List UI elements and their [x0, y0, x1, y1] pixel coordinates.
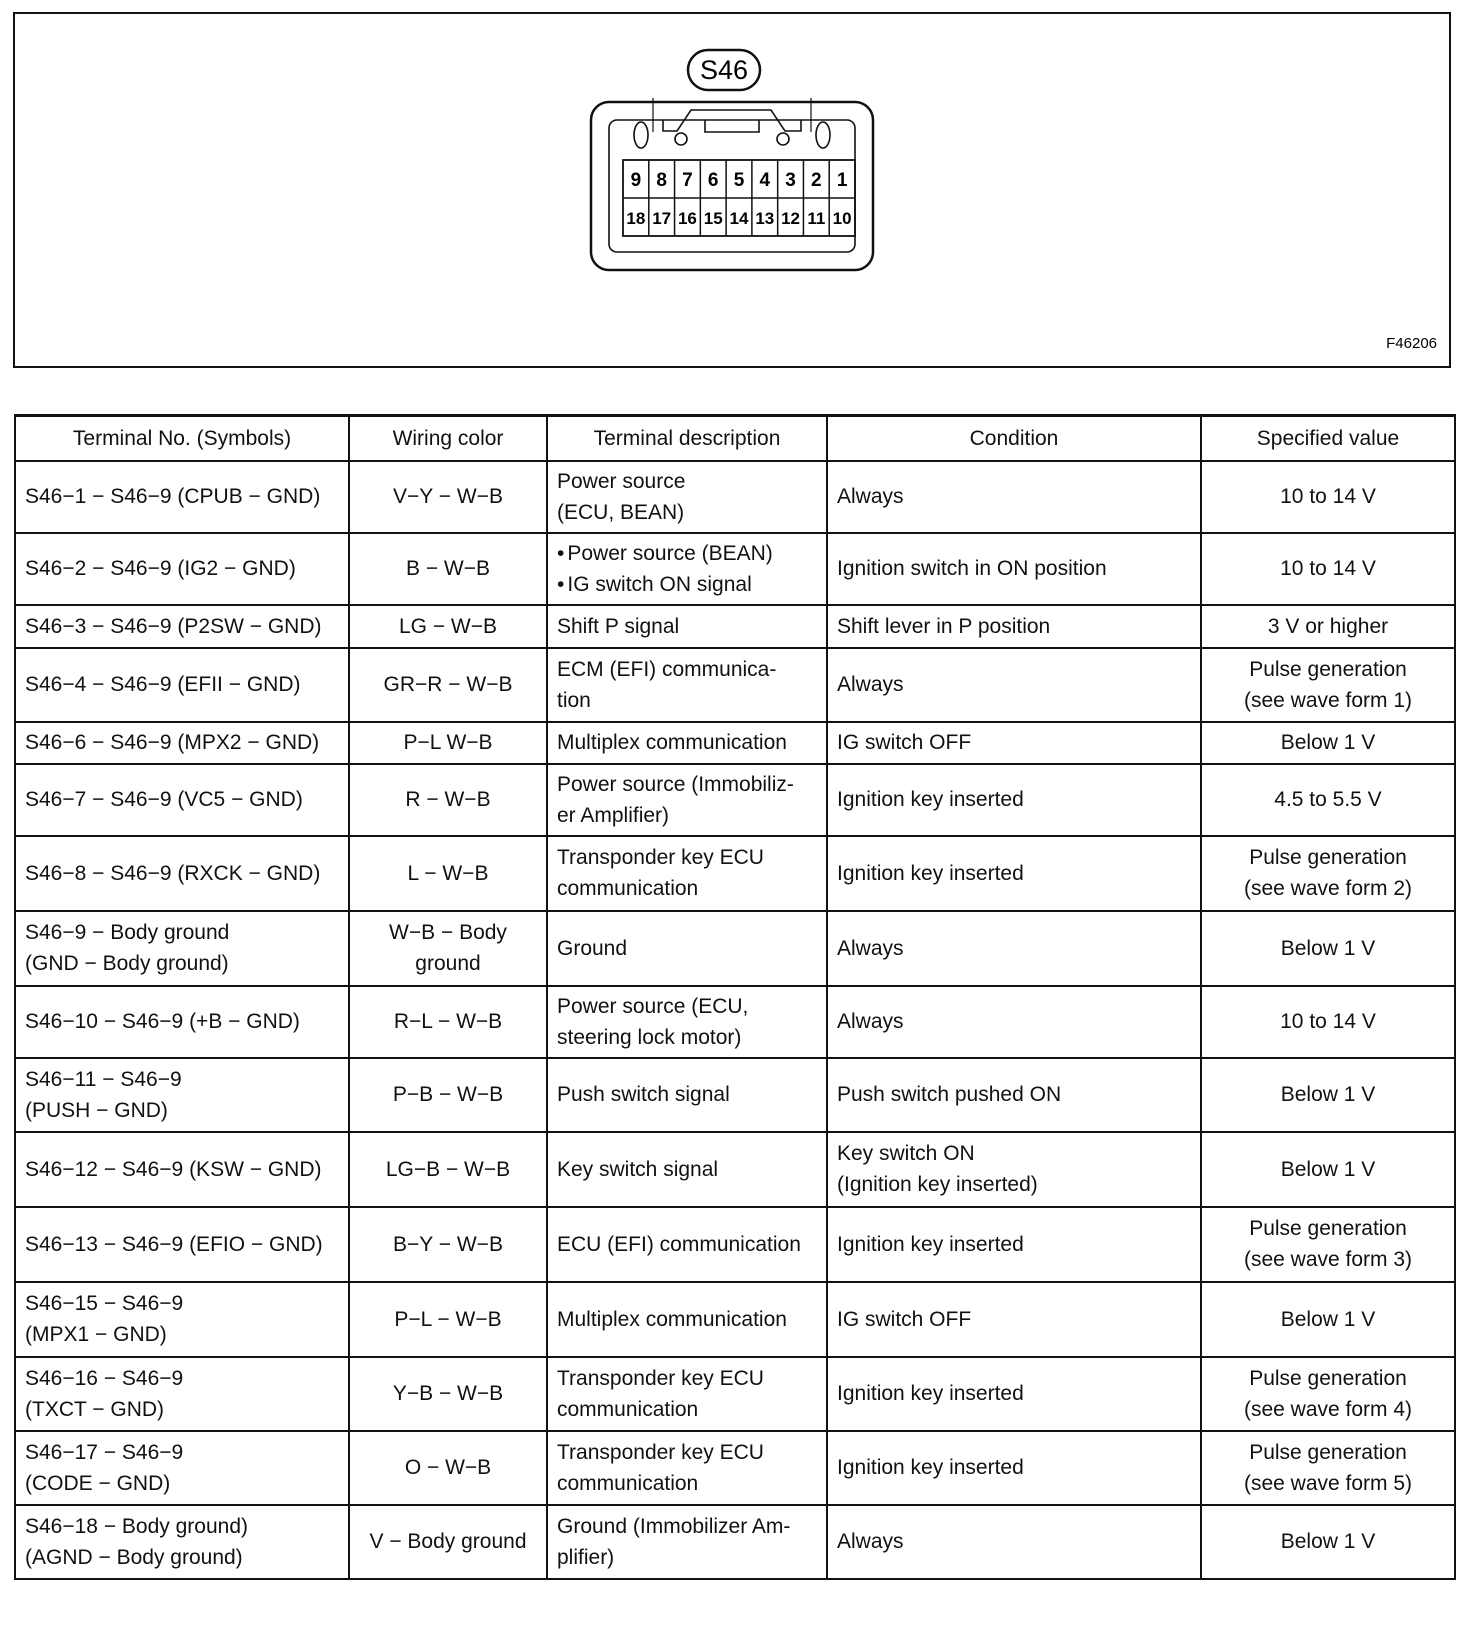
description-cell	[547, 1207, 827, 1282]
description-cell	[547, 986, 827, 1058]
description-line: Transponder key ECU	[557, 1440, 764, 1464]
specified-value-line: Pulse generation	[1249, 1217, 1407, 1240]
terminal-line: (GND − Body ground)	[25, 952, 229, 975]
wiring-color-cell	[349, 1357, 547, 1431]
terminal-line: S46−8 − S46−9 (RXCK − GND)	[25, 861, 321, 885]
description-line: Power source (ECU,	[557, 994, 749, 1018]
specified-value-line: Below 1 V	[1280, 1157, 1376, 1181]
terminal-line: S46−13 − S46−9 (EFIO − GND)	[25, 1232, 323, 1256]
terminal-spec-table	[14, 414, 1456, 1580]
description-line: ECU (EFI) communication	[557, 1232, 801, 1256]
specified-value-cell	[1201, 1058, 1455, 1132]
description-line: Ground	[557, 936, 628, 960]
condition-cell	[827, 1207, 1201, 1282]
condition-cell	[827, 1505, 1201, 1579]
description-cell	[547, 1505, 827, 1579]
pin-top-label: 7	[682, 170, 693, 191]
pin-bottom-label: 11	[807, 209, 826, 228]
specified-value-line: Pulse generation	[1249, 846, 1407, 869]
wiring-color-line: R−L − W−B	[393, 1010, 503, 1033]
wiring-color-cell	[349, 1282, 547, 1357]
condition-cell	[827, 722, 1201, 764]
terminal-cell	[15, 1505, 349, 1579]
wiring-color-cell	[349, 1505, 547, 1579]
specified-value-line: 10 to 14 V	[1280, 485, 1376, 508]
condition-line: Ignition key inserted	[837, 1382, 1024, 1405]
condition-cell	[827, 605, 1201, 648]
terminal-line: S46−2 − S46−9 (IG2 − GND)	[25, 557, 296, 580]
wiring-color-line: V − Body ground	[369, 1530, 527, 1553]
description-line: plifier)	[557, 1545, 615, 1569]
pin-top-label: 6	[707, 170, 719, 191]
description-line: er Amplifier)	[557, 803, 670, 827]
specified-value-cell	[1201, 1431, 1455, 1505]
description-line: • Power source (BEAN)	[557, 538, 817, 569]
terminal-line: S46−16 − S46−9	[25, 1366, 184, 1390]
wiring-color-cell	[349, 648, 547, 722]
specified-value-line: (see wave form 5)	[1243, 1471, 1413, 1495]
wiring-color-line: R − W−B	[405, 788, 491, 811]
terminal-cell	[15, 836, 349, 911]
condition-cell	[827, 1058, 1201, 1132]
table-row	[15, 1431, 1455, 1505]
terminal-line: (TXCT − GND)	[25, 1397, 165, 1421]
specified-value-line: (see wave form 4)	[1243, 1397, 1413, 1421]
condition-cell	[827, 1132, 1201, 1207]
condition-cell	[827, 764, 1201, 836]
condition-line: Always	[837, 673, 904, 696]
pin-top-label: 9	[630, 170, 642, 191]
terminal-cell	[15, 1431, 349, 1505]
description-line: communication	[557, 1397, 699, 1421]
specified-value-line: Below 1 V	[1280, 1530, 1376, 1553]
wiring-color-line: O − W−B	[404, 1456, 492, 1479]
pin-top-label: 8	[656, 170, 667, 191]
description-line: communication	[557, 1471, 699, 1495]
wiring-color-cell	[349, 1132, 547, 1207]
terminal-line: S46−12 − S46−9 (KSW − GND)	[25, 1157, 322, 1181]
description-cell	[547, 1282, 827, 1357]
table-row	[15, 1132, 1455, 1207]
condition-cell	[827, 986, 1201, 1058]
terminal-line: S46−10 − S46−9 (+B − GND)	[25, 1010, 300, 1033]
terminal-line: S46−7 − S46−9 (VC5 − GND)	[25, 788, 303, 811]
description-cell	[547, 605, 827, 648]
terminal-line: S46−6 − S46−9 (MPX2 − GND)	[25, 731, 320, 754]
terminal-cell	[15, 1357, 349, 1431]
wiring-color-line: P−B − W−B	[392, 1083, 504, 1106]
specified-value-line: Below 1 V	[1280, 1083, 1376, 1106]
condition-line: Always	[837, 1530, 904, 1553]
condition-line: IG switch OFF	[837, 1307, 972, 1331]
condition-line: (Ignition key inserted)	[837, 1173, 1038, 1196]
terminal-cell	[15, 1132, 349, 1207]
wiring-color-line: W−B − Body	[389, 921, 507, 944]
table-header-row	[15, 416, 1455, 461]
specified-value-cell	[1201, 836, 1455, 911]
specified-value-cell	[1201, 764, 1455, 836]
wiring-color-line: LG − W−B	[398, 614, 498, 638]
condition-line: Shift lever in P position	[837, 614, 1051, 638]
pin-bottom-label: 15	[703, 209, 723, 228]
description-cell	[547, 911, 827, 986]
specified-value-line: Below 1 V	[1280, 731, 1376, 754]
terminal-line: S46−15 − S46−9	[25, 1292, 184, 1315]
specified-value-line: 3 V or higher	[1267, 614, 1389, 638]
header-specified-value: Specified value	[1201, 416, 1455, 461]
specified-value-line: Pulse generation	[1249, 1440, 1407, 1464]
wiring-color-cell	[349, 911, 547, 986]
condition-line: Always	[837, 936, 904, 960]
wiring-color-line: LG−B − W−B	[385, 1157, 511, 1181]
condition-cell	[827, 1431, 1201, 1505]
terminal-line: S46−3 − S46−9 (P2SW − GND)	[25, 614, 322, 638]
description-line: Multiplex communication	[557, 1307, 787, 1331]
wiring-color-cell	[349, 533, 547, 605]
specified-value-cell	[1201, 1282, 1455, 1357]
description-cell	[547, 722, 827, 764]
terminal-cell	[15, 911, 349, 986]
wiring-color-line: P−L W−B	[403, 731, 493, 754]
condition-line: Ignition key inserted	[837, 1456, 1024, 1479]
wiring-color-line: L − W−B	[407, 861, 489, 885]
right-lock-slot	[816, 122, 830, 148]
wiring-color-cell	[349, 836, 547, 911]
connector-figure	[13, 12, 1451, 368]
terminal-line: (PUSH − GND)	[25, 1098, 168, 1122]
description-line: Power source	[557, 469, 686, 493]
description-cell	[547, 1431, 827, 1505]
terminal-line: S46−9 − Body ground	[25, 921, 230, 944]
connector-diagram	[15, 14, 1449, 366]
table-row	[15, 533, 1455, 605]
terminal-cell	[15, 648, 349, 722]
condition-cell	[827, 533, 1201, 605]
pin-top-label: 3	[785, 170, 796, 191]
description-line: Ground (Immobilizer Am-	[557, 1514, 791, 1538]
wiring-color-cell	[349, 764, 547, 836]
specified-value-cell	[1201, 1357, 1455, 1431]
pin-bottom-label: 16	[677, 209, 697, 228]
table-row	[15, 986, 1455, 1058]
description-line: ECM (EFI) communica-	[557, 657, 777, 681]
header-terminal: Terminal No. (Symbols)	[15, 416, 349, 461]
description-line: Transponder key ECU	[557, 846, 764, 869]
wiring-color-line: B−Y − W−B	[393, 1232, 503, 1256]
terminal-cell	[15, 722, 349, 764]
description-line: Key switch signal	[557, 1157, 719, 1181]
condition-line: Always	[837, 485, 904, 508]
table-row	[15, 836, 1455, 911]
terminal-cell	[15, 533, 349, 605]
table-row	[15, 722, 1455, 764]
figure-code-text: F46206	[1386, 335, 1437, 352]
specified-value-cell	[1201, 461, 1455, 533]
table-row	[15, 461, 1455, 533]
condition-cell	[827, 648, 1201, 722]
condition-cell	[827, 1282, 1201, 1357]
terminal-line: S46−1 − S46−9 (CPUB − GND)	[25, 485, 321, 508]
condition-line: Key switch ON	[837, 1142, 975, 1165]
pin-top-label: 1	[836, 170, 848, 191]
condition-line: Always	[837, 1010, 904, 1033]
description-line: communication	[557, 877, 699, 900]
wiring-color-cell	[349, 461, 547, 533]
description-line: Power source (Immobiliz-	[557, 772, 794, 796]
description-cell	[547, 648, 827, 722]
table-body	[15, 461, 1455, 1579]
table-row	[15, 1282, 1455, 1357]
terminal-line: S46−4 − S46−9 (EFII − GND)	[25, 673, 301, 696]
terminal-line: (AGND − Body ground)	[25, 1545, 243, 1569]
wiring-color-line: Y−B − W−B	[392, 1382, 504, 1405]
condition-line: Push switch pushed ON	[837, 1083, 1062, 1106]
wiring-color-line: ground	[415, 952, 481, 975]
table-row	[15, 911, 1455, 986]
specified-value-cell	[1201, 605, 1455, 648]
specified-value-line: (see wave form 3)	[1243, 1248, 1413, 1271]
pin-bottom-label: 12	[781, 209, 801, 228]
header-terminal-description: Terminal description	[547, 416, 827, 461]
terminal-cell	[15, 1058, 349, 1132]
specified-value-cell	[1201, 1505, 1455, 1579]
specified-value-line: (see wave form 2)	[1243, 877, 1413, 900]
specified-value-line: Pulse generation	[1249, 657, 1407, 681]
terminal-line: S46−17 − S46−9	[25, 1440, 184, 1464]
wiring-color-cell	[349, 986, 547, 1058]
wiring-color-line: P−L − W−B	[394, 1307, 502, 1331]
specified-value-line: 4.5 to 5.5 V	[1274, 788, 1382, 811]
specified-value-line: (see wave form 1)	[1243, 688, 1413, 712]
wiring-color-line: B − W−B	[405, 557, 491, 580]
wiring-color-line: V−Y − W−B	[393, 485, 503, 508]
description-cell	[547, 1058, 827, 1132]
condition-cell	[827, 911, 1201, 986]
description-cell	[547, 461, 827, 533]
terminal-cell	[15, 461, 349, 533]
condition-line: Ignition key inserted	[837, 1232, 1024, 1256]
table-row	[15, 1207, 1455, 1282]
description-line: Transponder key ECU	[557, 1366, 764, 1390]
wiring-color-cell	[349, 605, 547, 648]
specified-value-cell	[1201, 533, 1455, 605]
description-line: Multiplex communication	[557, 731, 787, 754]
terminal-line: (CODE − GND)	[25, 1471, 171, 1495]
table-row	[15, 764, 1455, 836]
table-row	[15, 1505, 1455, 1579]
table-row	[15, 605, 1455, 648]
specified-value-cell	[1201, 722, 1455, 764]
description-line: Push switch signal	[557, 1083, 730, 1106]
header-condition: Condition	[827, 416, 1201, 461]
specified-value-line: 10 to 14 V	[1280, 557, 1376, 580]
terminal-line: S46−18 − Body ground)	[25, 1514, 249, 1538]
description-line: tion	[557, 688, 591, 712]
header-wiring-color: Wiring color	[349, 416, 547, 461]
pin-bottom-label: 10	[832, 209, 852, 228]
condition-cell	[827, 461, 1201, 533]
description-cell	[547, 836, 827, 911]
wiring-color-line: GR−R − W−B	[383, 673, 513, 696]
specified-value-cell	[1201, 1132, 1455, 1207]
wiring-color-cell	[349, 1431, 547, 1505]
pin-top-label: 5	[733, 170, 745, 191]
condition-line: Ignition key inserted	[837, 788, 1024, 811]
specified-value-line: Below 1 V	[1280, 936, 1376, 960]
specified-value-cell	[1201, 911, 1455, 986]
wiring-color-cell	[349, 1207, 547, 1282]
specified-value-line: Pulse generation	[1249, 1366, 1407, 1390]
table-row	[15, 1357, 1455, 1431]
right-guide-hole	[777, 133, 789, 145]
pin-bottom-label: 18	[626, 209, 646, 228]
condition-line: Ignition key inserted	[837, 861, 1024, 885]
condition-cell	[827, 836, 1201, 911]
pin-bottom-label: 14	[729, 209, 749, 228]
terminal-line: (MPX1 − GND)	[25, 1323, 167, 1346]
description-cell	[547, 764, 827, 836]
table-row	[15, 1058, 1455, 1132]
pin-top-label: 2	[811, 170, 822, 191]
specified-value-cell	[1201, 986, 1455, 1058]
description-line: steering lock motor)	[557, 1025, 742, 1049]
pin-top-label: 4	[759, 170, 771, 191]
description-cell	[547, 533, 827, 605]
condition-line: IG switch OFF	[837, 731, 972, 754]
wiring-color-cell	[349, 722, 547, 764]
specified-value-cell	[1201, 648, 1455, 722]
wiring-color-cell	[349, 1058, 547, 1132]
description-cell	[547, 1132, 827, 1207]
terminal-cell	[15, 986, 349, 1058]
connector-label: S46	[699, 55, 749, 85]
terminal-cell	[15, 1207, 349, 1282]
description-line: (ECU, BEAN)	[557, 500, 685, 524]
specified-value-cell	[1201, 1207, 1455, 1282]
condition-line: Ignition switch in ON position	[837, 557, 1107, 580]
description-cell	[547, 1357, 827, 1431]
pin-bottom-label: 17	[652, 209, 672, 228]
terminal-cell	[15, 764, 349, 836]
description-line: • IG switch ON signal	[557, 569, 817, 600]
specified-value-line: Below 1 V	[1280, 1307, 1376, 1331]
terminal-line: S46−11 − S46−9	[25, 1067, 182, 1091]
table-row	[15, 648, 1455, 722]
terminal-cell	[15, 605, 349, 648]
specified-value-line: 10 to 14 V	[1280, 1010, 1376, 1033]
pin-bottom-label: 13	[755, 209, 775, 228]
description-line: Shift P signal	[557, 614, 680, 638]
terminal-cell	[15, 1282, 349, 1357]
left-guide-hole	[675, 133, 687, 145]
condition-cell	[827, 1357, 1201, 1431]
left-lock-slot	[634, 122, 648, 148]
